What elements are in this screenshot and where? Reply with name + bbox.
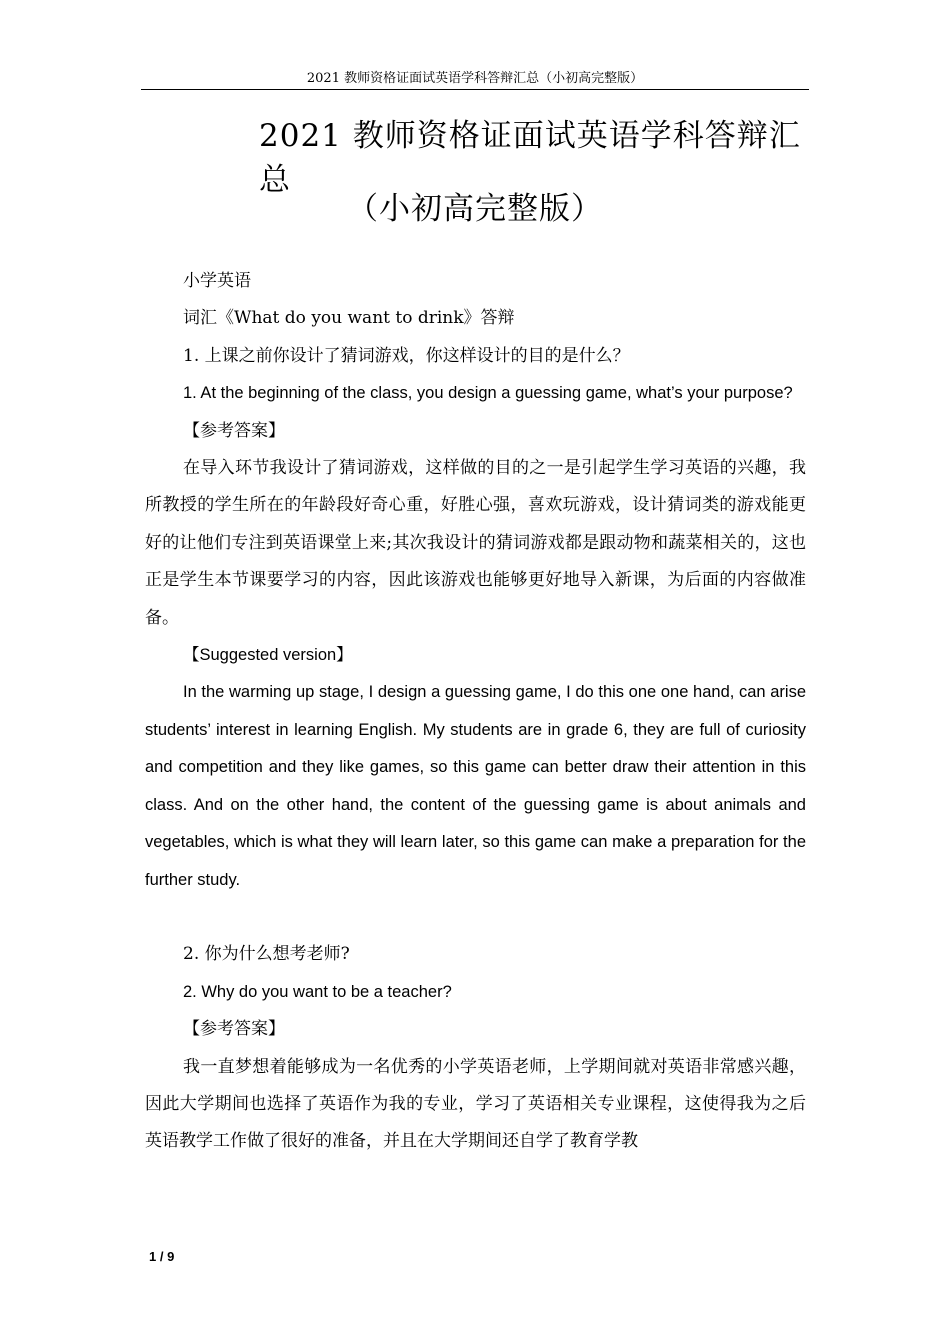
blank-line bbox=[145, 899, 806, 936]
header-divider bbox=[141, 89, 809, 90]
page-number: 1 / 9 bbox=[149, 1249, 175, 1264]
reference-answer-label: 【参考答案】 bbox=[183, 420, 285, 441]
document-title: 2021 教师资格证面试英语学科答辩汇总 bbox=[259, 118, 801, 198]
question-1-cn: 1. 上课之前你设计了猜词游戏，你这样设计的目的是什么？ bbox=[183, 345, 630, 366]
question-1-en: 1. At the beginning of the class, you design a guessing game, what’s your purpose? bbox=[183, 384, 793, 403]
answer-2-cn: 我一直梦想着能够成为一名优秀的小学英语老师，上学期间就对英语非常感兴趣，因此大学期间也选择了英语作为我的专业，学习了英语相关专业课程，这使得我为之后英语教学工作做了很好的准备，并且在大学期间还自学了教育学教 bbox=[145, 1056, 806, 1152]
document-subtitle: （小初高完整版） bbox=[347, 191, 603, 227]
question-2-en: 2. Why do you want to be a teacher? bbox=[183, 982, 452, 1001]
running-header: 2021 教师资格证面试英语学科答辩汇总（小初高完整版） bbox=[306, 71, 644, 86]
section-heading: 小学英语 bbox=[183, 271, 251, 291]
reference-answer-label: 【参考答案】 bbox=[183, 1019, 285, 1040]
topic-heading: 词汇《What do you want to drink》答辩 bbox=[183, 308, 515, 329]
document-body bbox=[145, 263, 806, 1161]
suggested-version-label: 【Suggested version】 bbox=[183, 646, 353, 665]
answer-1-en: In the warming up stage, I design a guessing game, I do this one one hand, can arise students’ interest in learning English. My students are in grade 6, they are full of curiosity and competition and they like games, so this game can better draw their attention in this class. And on the other hand, the content of the guessing game is about animals and vegetables, which is what they will learn later, so this game can make a preparation for the further study. bbox=[145, 683, 806, 889]
answer-1-cn: 在导入环节我设计了猜词游戏，这样做的目的之一是引起学生学习英语的兴趣，我所教授的学生所在的年龄段好奇心重，好胜心强，喜欢玩游戏，设计猜词类的游戏能更好的让他们专注到英语课堂上来;其次我设计的猜词游戏都是跟动物和蔬菜相关的，这也正是学生本节课要学习的内容，因此该游戏也能够更好地导入新课，为后面的内容做准备。 bbox=[145, 458, 806, 628]
question-2-cn: 2. 你为什么想考老师? bbox=[183, 944, 350, 965]
